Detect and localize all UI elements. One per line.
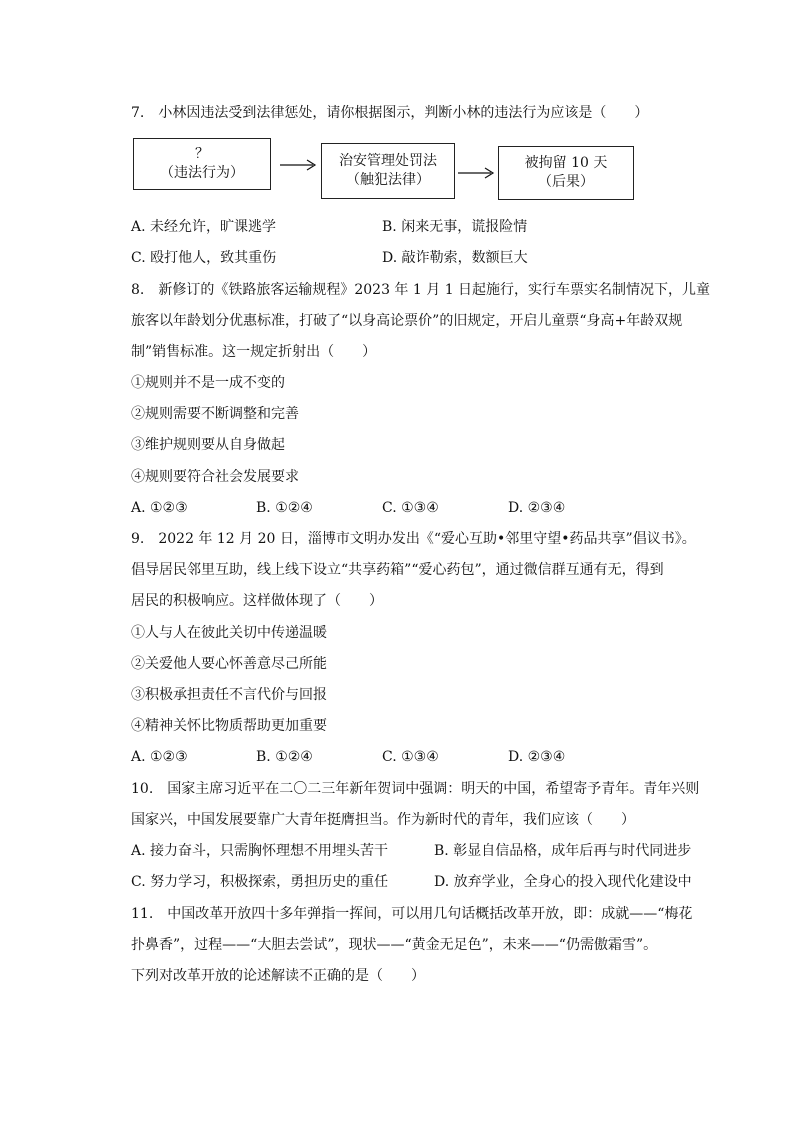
q9-stem-line-3: 居民的积极响应。这样做体现了（ ） <box>131 593 383 609</box>
q7-option-a[interactable]: A. 未经允许，旷课逃学 <box>131 219 277 235</box>
q8-option-a[interactable]: A. ①②③ <box>131 500 188 516</box>
q7-box-law <box>321 143 455 199</box>
q9-stem-line-2: 倡导居民邻里互助，线上线下设立“共享药箱”“爱心药包”，通过微信群互通有无，得到 <box>131 562 664 578</box>
q7-box2-line1: 治安管理处罚法 <box>339 153 437 169</box>
q11-stem-line-3: 下列对改革开放的论述解读不正确的是（ ） <box>131 968 425 984</box>
q10-option-b[interactable]: B. 彰显自信品格，成年后再与时代同进步 <box>434 843 692 859</box>
q8-item-2: ②规则需要不断调整和完善 <box>131 406 299 422</box>
q10-option-c[interactable]: C. 努力学习，积极探索，勇担历史的重任 <box>131 874 389 890</box>
q7-box1-line2: （违法行为） <box>160 165 244 181</box>
q7-arrow-1 <box>280 158 318 172</box>
q8-stem-line-2: 旅客以年龄划分优惠标准，打破了“以身高论票价”的旧规定，开启儿童票“身高+年龄双规 <box>131 313 683 329</box>
q11-stem-line-2: 扑鼻香”，过程——“大胆去尝试”，现状——“黄金无足色”，未来——“仍需傲霜雪”。 <box>131 937 658 953</box>
q10-option-d[interactable]: D. 放弃学业，全身心的投入现代化建设中 <box>434 874 692 890</box>
q10-stem-line-2: 国家兴，中国发展要靠广大青年挺膺担当。作为新时代的青年，我们应该（ ） <box>131 812 635 828</box>
q9-item-4: ④精神关怀比物质帮助更加重要 <box>131 718 327 734</box>
q9-option-b[interactable]: B. ①②④ <box>256 749 313 765</box>
q7-box3-line1: 被拘留 10 天 <box>524 155 608 171</box>
q8-stem-line-1: 8. 新修订的《铁路旅客运输规程》2023 年 1 月 1 日起施行，实行车票实名制情况下，儿童 <box>131 282 711 298</box>
q7-box1-line1: ？ <box>195 146 209 162</box>
q8-option-b[interactable]: B. ①②④ <box>256 500 313 516</box>
q9-option-c[interactable]: C. ①③④ <box>382 749 439 765</box>
q7-arrow-2 <box>458 166 496 180</box>
q9-item-2: ②关爱他人要心怀善意尽己所能 <box>131 656 327 672</box>
q7-box-violation <box>133 138 271 190</box>
q7-box2-line2: （触犯法律） <box>346 172 430 188</box>
q10-stem-line-1: 10. 国家主席习近平在二〇二三年新年贺词中强调：明天的中国，希望寄予青年。青年兴则 <box>131 781 700 797</box>
q9-item-3: ③积极承担责任不言代价与回报 <box>131 687 327 703</box>
q7-option-c[interactable]: C. 殴打他人，致其重伤 <box>131 250 277 266</box>
q9-option-d[interactable]: D. ②③④ <box>508 749 566 765</box>
q9-item-1: ①人与人在彼此关切中传递温暖 <box>131 625 327 641</box>
q8-item-4: ④规则要符合社会发展要求 <box>131 469 299 485</box>
q8-option-d[interactable]: D. ②③④ <box>508 500 566 516</box>
q7-box3-line2: （后果） <box>538 174 594 190</box>
q7-box-consequence <box>498 146 634 200</box>
q8-stem-line-3: 制”销售标准。这一规定折射出（ ） <box>131 344 377 360</box>
q10-option-a[interactable]: A. 接力奋斗，只需胸怀理想不用埋头苦干 <box>131 843 389 859</box>
q9-option-a[interactable]: A. ①②③ <box>131 749 188 765</box>
q9-stem-line-1: 9. 2022 年 12 月 20 日，淄博市文明办发出《“爱心互助•邻里守望•药品共享”倡议书》。 <box>131 531 696 547</box>
q7-option-b[interactable]: B. 闲来无事，谎报险情 <box>382 219 528 235</box>
q8-item-3: ③维护规则要从自身做起 <box>131 437 285 453</box>
q8-option-c[interactable]: C. ①③④ <box>382 500 439 516</box>
q8-item-1: ①规则并不是一成不变的 <box>131 375 285 391</box>
q7-option-d[interactable]: D. 敲诈勒索，数额巨大 <box>382 250 528 266</box>
q11-stem-line-1: 11. 中国改革开放四十多年弹指一挥间，可以用几句话概括改革开放，即：成就——“梅花 <box>131 906 693 922</box>
q7-stem: 7. 小林因违法受到法律惩处，请你根据图示，判断小林的违法行为应该是（ ） <box>131 105 649 121</box>
